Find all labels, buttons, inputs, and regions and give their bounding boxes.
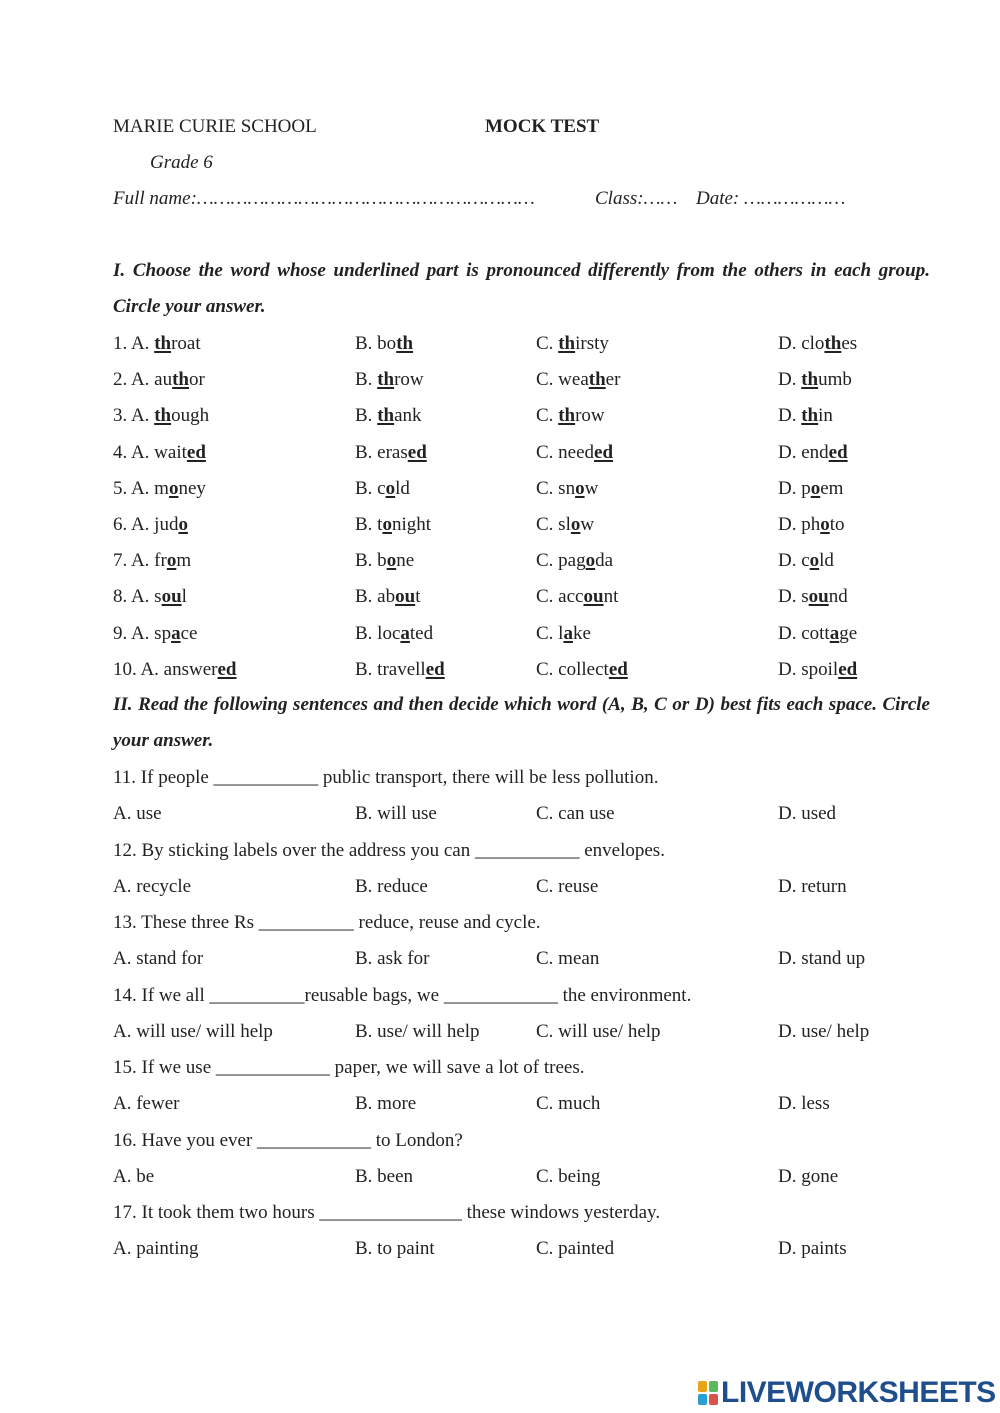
grade-label: Grade 6 xyxy=(150,152,213,173)
q9-option-c[interactable] xyxy=(536,622,591,646)
q16-option-d[interactable]: D. gone xyxy=(778,1165,839,1187)
option-text: ke xyxy=(572,622,591,644)
q1-option-d[interactable] xyxy=(778,332,857,356)
q10-option-a[interactable] xyxy=(113,658,236,682)
option-text: roat xyxy=(171,333,201,354)
option-text: D. s xyxy=(778,586,809,608)
q7-option-c[interactable] xyxy=(536,549,613,573)
q8-option-b[interactable] xyxy=(355,585,420,609)
q11-option-b[interactable]: B. will use xyxy=(355,803,437,825)
q3-option-a[interactable] xyxy=(113,404,209,428)
underlined-part: o xyxy=(575,477,585,499)
underlined-part: o xyxy=(386,550,397,572)
q8-option-d[interactable] xyxy=(778,585,848,609)
q9-option-b[interactable] xyxy=(355,622,433,646)
q14-option-a[interactable]: A. will use/ will help xyxy=(113,1020,273,1042)
q5-option-a[interactable] xyxy=(113,477,206,501)
option-text: ld xyxy=(819,550,834,572)
date-field: Date: ……………… xyxy=(696,188,846,209)
q11-option-d[interactable]: D. used xyxy=(778,803,837,825)
underlined-part: ed xyxy=(217,658,237,680)
q12-option-c[interactable]: C. reuse xyxy=(536,875,599,897)
q11-stem: 11. If people ___________ public transport, there will be less pollution. xyxy=(113,767,659,788)
option-text: 4. A. wait xyxy=(113,441,187,463)
option-text: ney xyxy=(178,477,206,499)
q9-option-d[interactable] xyxy=(778,622,857,646)
q11-option-a[interactable]: A. use xyxy=(113,803,162,825)
option-text: 8. A. s xyxy=(113,586,162,608)
q17-option-b[interactable]: B. to paint xyxy=(355,1238,435,1260)
underlined-part: th xyxy=(801,369,819,391)
underlined-part: o xyxy=(809,550,820,572)
option-text: D. p xyxy=(778,477,811,499)
q7-option-a[interactable] xyxy=(113,549,191,573)
option-text: es xyxy=(841,333,858,354)
liveworksheets-logo-text: LIVEWORKSHEETS xyxy=(721,1376,996,1409)
option-text: B. t xyxy=(355,514,383,535)
option-text: B. ab xyxy=(355,586,396,608)
option-text: C. xyxy=(536,333,559,354)
underlined-part: a xyxy=(171,622,181,644)
underlined-part: th xyxy=(396,333,414,354)
q14-option-d[interactable]: D. use/ help xyxy=(778,1020,870,1042)
q5-option-b[interactable] xyxy=(355,477,410,501)
option-text: C. need xyxy=(536,441,595,463)
option-text: C. xyxy=(536,405,559,427)
q10-option-b[interactable] xyxy=(355,658,445,682)
underlined-part: a xyxy=(563,622,573,644)
underlined-part: ed xyxy=(407,441,427,463)
underlined-part: ed xyxy=(425,658,445,680)
q6-option-d[interactable] xyxy=(778,513,845,537)
q13-stem: 13. These three Rs __________ reduce, reuse and cycle. xyxy=(113,912,541,933)
option-text: C. acc xyxy=(536,586,584,608)
underlined-part: o xyxy=(585,550,596,572)
underlined-part: a xyxy=(400,622,410,644)
q12-stem: 12. By sticking labels over the address you can ___________ envelopes. xyxy=(113,839,665,861)
q6-option-a[interactable] xyxy=(113,513,188,537)
option-text: row xyxy=(575,405,605,427)
underlined-part: a xyxy=(829,622,840,644)
q3-option-d[interactable] xyxy=(778,404,833,428)
option-text: B. travell xyxy=(355,658,426,680)
option-text: B. bo xyxy=(355,333,397,354)
option-text: da xyxy=(595,550,614,572)
q14-stem: 14. If we all __________reusable bags, we ____________ the environment. xyxy=(113,984,692,1006)
liveworksheets-logo xyxy=(698,1378,996,1408)
q9-option-a[interactable] xyxy=(113,622,197,646)
q4-option-d[interactable] xyxy=(778,441,848,465)
q2-option-b[interactable] xyxy=(355,368,424,392)
option-text: 5. A. m xyxy=(113,477,169,499)
q10-option-c[interactable] xyxy=(536,658,628,682)
underlined-part: ed xyxy=(186,441,206,463)
option-text: ne xyxy=(396,550,415,572)
underlined-part: th xyxy=(824,333,842,354)
option-text: nd xyxy=(828,586,848,608)
q13-option-a[interactable]: A. stand for xyxy=(113,948,204,970)
underlined-part: o xyxy=(385,477,396,499)
option-text: ough xyxy=(171,405,210,427)
option-text: 9. A. sp xyxy=(113,622,172,644)
q13-option-b[interactable]: B. ask for xyxy=(355,948,430,970)
q15-option-b[interactable]: B. more xyxy=(355,1093,417,1115)
underlined-part: o xyxy=(178,514,188,535)
underlined-part: th xyxy=(377,369,395,391)
q5-option-d[interactable] xyxy=(778,477,843,501)
option-text: 6. A. jud xyxy=(113,514,179,535)
option-text: B. loc xyxy=(355,622,401,644)
option-text: B. b xyxy=(355,550,387,572)
option-text: ge xyxy=(839,622,858,644)
q17-option-d[interactable]: D. paints xyxy=(778,1238,847,1260)
underlined-part: th xyxy=(801,405,819,427)
q17-option-a[interactable]: A. painting xyxy=(113,1238,199,1260)
q10-option-d[interactable] xyxy=(778,658,857,682)
option-text: 2. A. au xyxy=(113,369,173,391)
full-name-field: Full name:…………………………………………………… xyxy=(113,188,535,209)
q5-option-c[interactable] xyxy=(536,477,598,501)
underlined-part: o xyxy=(820,514,830,535)
option-text: in xyxy=(818,405,833,427)
underlined-part: o xyxy=(168,477,179,499)
q16-option-c[interactable]: C. being xyxy=(536,1165,601,1187)
option-text: night xyxy=(391,514,432,535)
underlined-part: th xyxy=(588,369,606,391)
q4-option-c[interactable] xyxy=(536,441,613,465)
q1-option-c[interactable] xyxy=(536,332,609,356)
q14-option-c[interactable]: C. will use/ help xyxy=(536,1020,661,1042)
q14-option-b[interactable]: B. use/ will help xyxy=(355,1020,480,1042)
underlined-part: ou xyxy=(808,586,829,608)
underlined-part: ed xyxy=(594,441,614,463)
option-text: D. ph xyxy=(778,514,821,535)
option-text: umb xyxy=(818,369,852,391)
q12-option-d[interactable]: D. return xyxy=(778,875,847,897)
q4-option-b[interactable] xyxy=(355,441,427,465)
option-text: D. clo xyxy=(778,333,825,354)
option-text: w xyxy=(580,514,595,535)
underlined-part: o xyxy=(810,477,821,499)
option-text: D. end xyxy=(778,441,829,463)
underlined-part: ou xyxy=(395,586,416,608)
option-text: m xyxy=(176,550,192,572)
option-text: D. spoil xyxy=(778,658,839,680)
q8-option-c[interactable] xyxy=(536,585,618,609)
option-text: C. collect xyxy=(536,658,609,680)
option-text: C. pag xyxy=(536,550,586,572)
option-text: t xyxy=(415,586,421,608)
underlined-part: ou xyxy=(583,586,604,608)
q17-option-c[interactable]: C. painted xyxy=(536,1238,615,1260)
underlined-part: th xyxy=(558,333,576,354)
q1-option-a[interactable] xyxy=(113,332,201,356)
q2-option-c[interactable] xyxy=(536,368,620,392)
school-name: MARIE CURIE SCHOOL xyxy=(113,116,317,137)
option-text: 3. A. xyxy=(113,405,155,427)
underlined-part: th xyxy=(154,333,172,354)
option-text: B. eras xyxy=(355,441,408,463)
q2-option-d[interactable] xyxy=(778,368,852,392)
underlined-part: o xyxy=(382,514,392,535)
option-text: to xyxy=(829,514,845,535)
q16-option-a[interactable]: A. be xyxy=(113,1165,155,1187)
option-text: 7. A. fr xyxy=(113,550,167,572)
q7-option-b[interactable] xyxy=(355,549,414,573)
option-text: B. xyxy=(355,405,378,427)
q15-stem: 15. If we use ____________ paper, we will save a lot of trees. xyxy=(113,1057,585,1078)
underlined-part: th xyxy=(558,405,576,427)
option-text: C. sl xyxy=(536,514,571,535)
option-text: w xyxy=(584,477,599,499)
q1-option-b[interactable] xyxy=(355,332,413,356)
q2-option-a[interactable] xyxy=(113,368,205,392)
underlined-part: o xyxy=(166,550,177,572)
option-text: B. c xyxy=(355,477,386,499)
q4-option-a[interactable] xyxy=(113,441,206,465)
q16-stem: 16. Have you ever ____________ to London? xyxy=(113,1129,463,1151)
option-text: B. xyxy=(355,369,378,391)
option-text: D. xyxy=(778,405,802,427)
underlined-part: ou xyxy=(161,586,182,608)
option-text: ce xyxy=(180,622,198,644)
q13-option-c[interactable]: C. mean xyxy=(536,948,600,970)
option-text: em xyxy=(820,477,844,499)
underlined-part: ed xyxy=(828,441,848,463)
option-text: or xyxy=(189,369,205,391)
q3-option-b[interactable] xyxy=(355,404,422,428)
option-text: ld xyxy=(395,477,410,499)
q15-option-c[interactable]: C. much xyxy=(536,1093,601,1115)
option-text: D. c xyxy=(778,550,810,572)
option-text: irsty xyxy=(575,333,609,354)
q8-option-a[interactable] xyxy=(113,585,187,609)
underlined-part: th xyxy=(172,369,190,391)
class-field: Class:…… xyxy=(595,188,678,209)
option-text: ank xyxy=(394,405,422,427)
option-text: er xyxy=(605,369,621,391)
option-text: C. wea xyxy=(536,369,589,391)
q6-option-c[interactable] xyxy=(536,513,594,537)
q7-option-d[interactable] xyxy=(778,549,834,573)
underlined-part: th xyxy=(377,405,395,427)
option-text: row xyxy=(394,369,424,391)
option-text: ted xyxy=(409,622,434,644)
option-text: 10. A. answer xyxy=(113,658,218,680)
q6-option-b[interactable] xyxy=(355,513,431,537)
underlined-part: ed xyxy=(608,658,628,680)
q16-option-b[interactable]: B. been xyxy=(355,1165,414,1187)
option-text: D. xyxy=(778,369,802,391)
option-text: 1. A. xyxy=(113,333,155,354)
q13-option-d[interactable]: D. stand up xyxy=(778,948,866,970)
section2-instruction: II. Read the following sentences and then decide which word (A, B, C or D) best fits each space. Circle your answer. xyxy=(113,694,930,751)
underlined-part: ed xyxy=(838,658,858,680)
q12-option-a[interactable]: A. recycle xyxy=(113,875,192,897)
option-text: nt xyxy=(603,586,619,608)
section1-instruction: I. Choose the word whose underlined part is pronounced differently from the others in each group. Circle your answer. xyxy=(113,260,930,317)
q17-stem: 17. It took them two hours _______________ these windows yesterday. xyxy=(113,1202,661,1223)
underlined-part: o xyxy=(570,514,581,535)
q11-option-c[interactable]: C. can use xyxy=(536,803,615,825)
underlined-part: th xyxy=(154,405,172,427)
q15-option-d[interactable]: D. less xyxy=(778,1093,830,1115)
q15-option-a[interactable]: A. fewer xyxy=(113,1093,180,1115)
q3-option-c[interactable] xyxy=(536,404,605,428)
option-text: C. sn xyxy=(536,477,576,499)
test-title: MOCK TEST xyxy=(485,116,600,137)
option-text: D. cott xyxy=(778,622,830,644)
option-text: C. l xyxy=(536,622,564,644)
q12-option-b[interactable]: B. reduce xyxy=(355,875,428,897)
option-text: l xyxy=(181,586,187,608)
liveworksheets-logo-icon xyxy=(698,1381,718,1405)
